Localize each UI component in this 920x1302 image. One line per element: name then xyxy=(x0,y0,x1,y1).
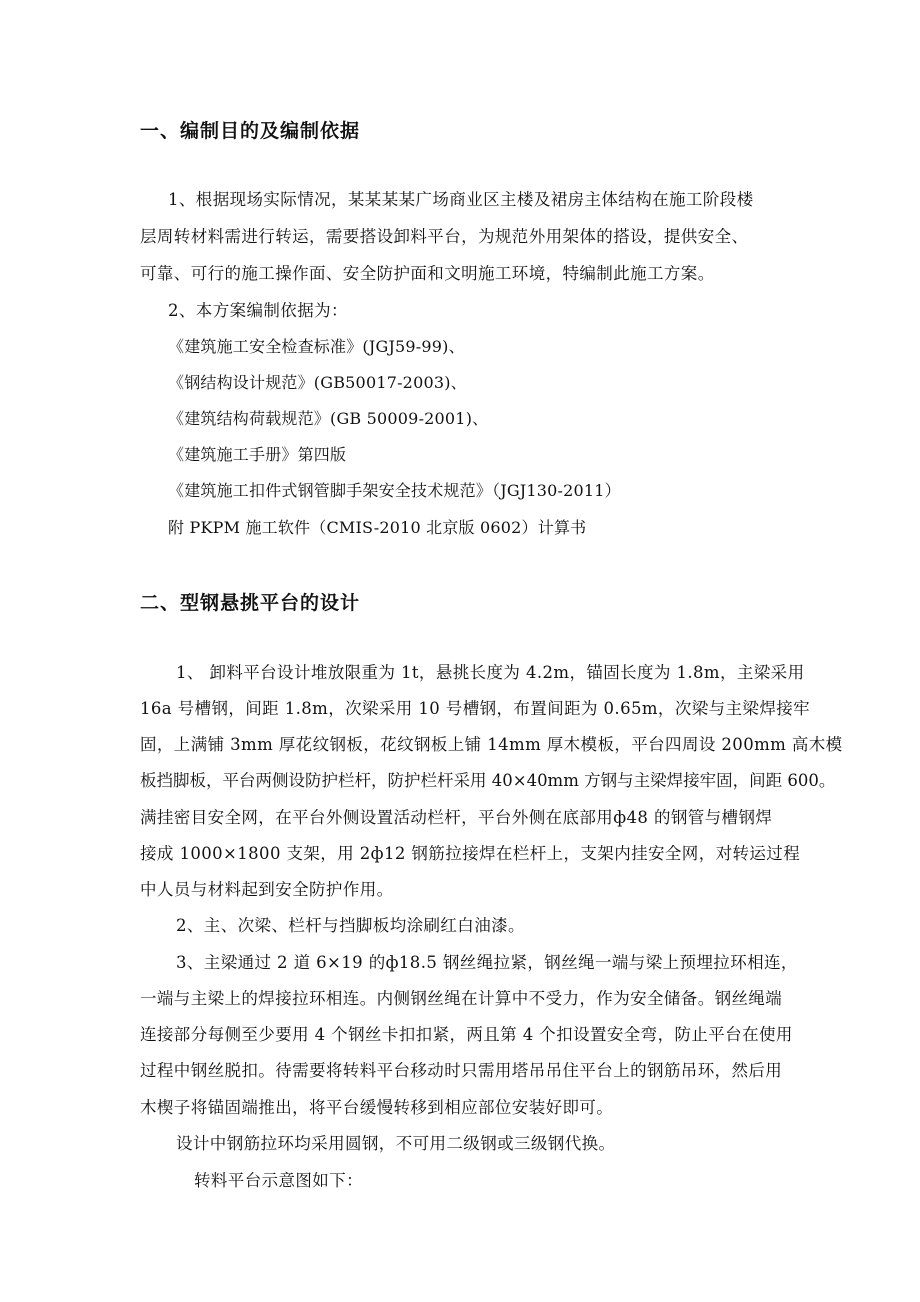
paragraph-line: 一端与主梁上的焊接拉环相连。内侧钢丝绳在计算中不受力，作为安全储备。钢丝绳端 xyxy=(140,989,783,1008)
section-heading-2: 二、型钢悬挑平台的设计 xyxy=(140,592,361,614)
paragraph-line: 满挂密目安全网，在平台外侧设置活动栏杆，平台外侧在底部用ф48 的钢管与槽钢焊 xyxy=(140,808,773,827)
paragraph-line: 1、 卸料平台设计堆放限重为 1t，悬挑长度为 4.2m，锚固长度为 1.8m，主梁采用 xyxy=(176,663,805,682)
paragraph-line: 木楔子将锚固端推出，将平台缓慢转移到相应部位安装好即可。 xyxy=(140,1098,614,1117)
reference-item: 附 PKPM 施工软件（CMIS-2010 北京版 0602）计算书 xyxy=(168,518,587,537)
paragraph-line: 2、本方案编制依据为： xyxy=(168,301,348,320)
paragraph-line: 接成 1000×1800 支架，用 2ф12 钢筋拉接焊在栏杆上，支架内挂安全网，对转运过程 xyxy=(140,844,801,863)
reference-item: 《建筑施工安全检查标准》(JGJ59-99)、 xyxy=(168,337,465,356)
paragraph-line: 16a 号槽钢，间距 1.8m，次梁采用 10 号槽钢，布置间距为 0.65m，次梁与主梁焊接牢 xyxy=(140,699,811,718)
paragraph-line: 3、主梁通过 2 道 6×19 的ф18.5 钢丝绳拉紧，钢丝绳一端与梁上预埋拉环相连， xyxy=(176,953,798,972)
paragraph-line: 1、根据现场实际情况，某某某某广场商业区主楼及裙房主体结构在施工阶段楼 xyxy=(168,190,754,209)
paragraph-line: 2、主、次梁、栏杆与挡脚板均涂刷红白油漆。 xyxy=(176,916,525,935)
paragraph-line: 过程中钢丝脱扣。待需要将转料平台移动时只需用塔吊吊住平台上的钢筋吊环，然后用 xyxy=(140,1061,783,1080)
reference-item: 《钢结构设计规范》(GB50017-2003)、 xyxy=(168,373,467,392)
section-heading-1: 一、编制目的及编制依据 xyxy=(140,120,361,142)
paragraph-line: 连接部分每侧至少要用 4 个钢丝卡扣扣紧，两且第 4 个扣设置安全弯，防止平台在使用 xyxy=(140,1025,793,1044)
reference-item: 《建筑施工扣件式钢管脚手架安全技术规范》（JGJ130-2011） xyxy=(168,481,621,500)
paragraph-line: 设计中钢筋拉环均采用圆钢，不可用二级钢或三级钢代换。 xyxy=(176,1134,616,1153)
paragraph-line: 板挡脚板，平台两侧设防护栏杆，防护栏杆采用 40×40mm 方钢与主梁焊接牢固，间距 600。 xyxy=(140,771,836,790)
paragraph-line: 可靠、可行的施工操作面、安全防护面和文明施工环境，特编制此施工方案。 xyxy=(140,264,715,283)
paragraph-line: 层周转材料需进行转运，需要搭设卸料平台，为规范外用架体的搭设，提供安全、 xyxy=(140,227,749,246)
paragraph-line: 转料平台示意图如下： xyxy=(194,1171,363,1190)
paragraph-line: 中人员与材料起到安全防护作用。 xyxy=(140,880,394,899)
reference-item: 《建筑结构荷载规范》(GB 50009-2001)、 xyxy=(168,409,489,428)
reference-item: 《建筑施工手册》第四版 xyxy=(168,445,347,464)
paragraph-line: 固，上满铺 3mm 厚花纹钢板，花纹钢板上铺 14mm 厚木模板，平台四周设 200mm 高木模 xyxy=(140,735,843,754)
